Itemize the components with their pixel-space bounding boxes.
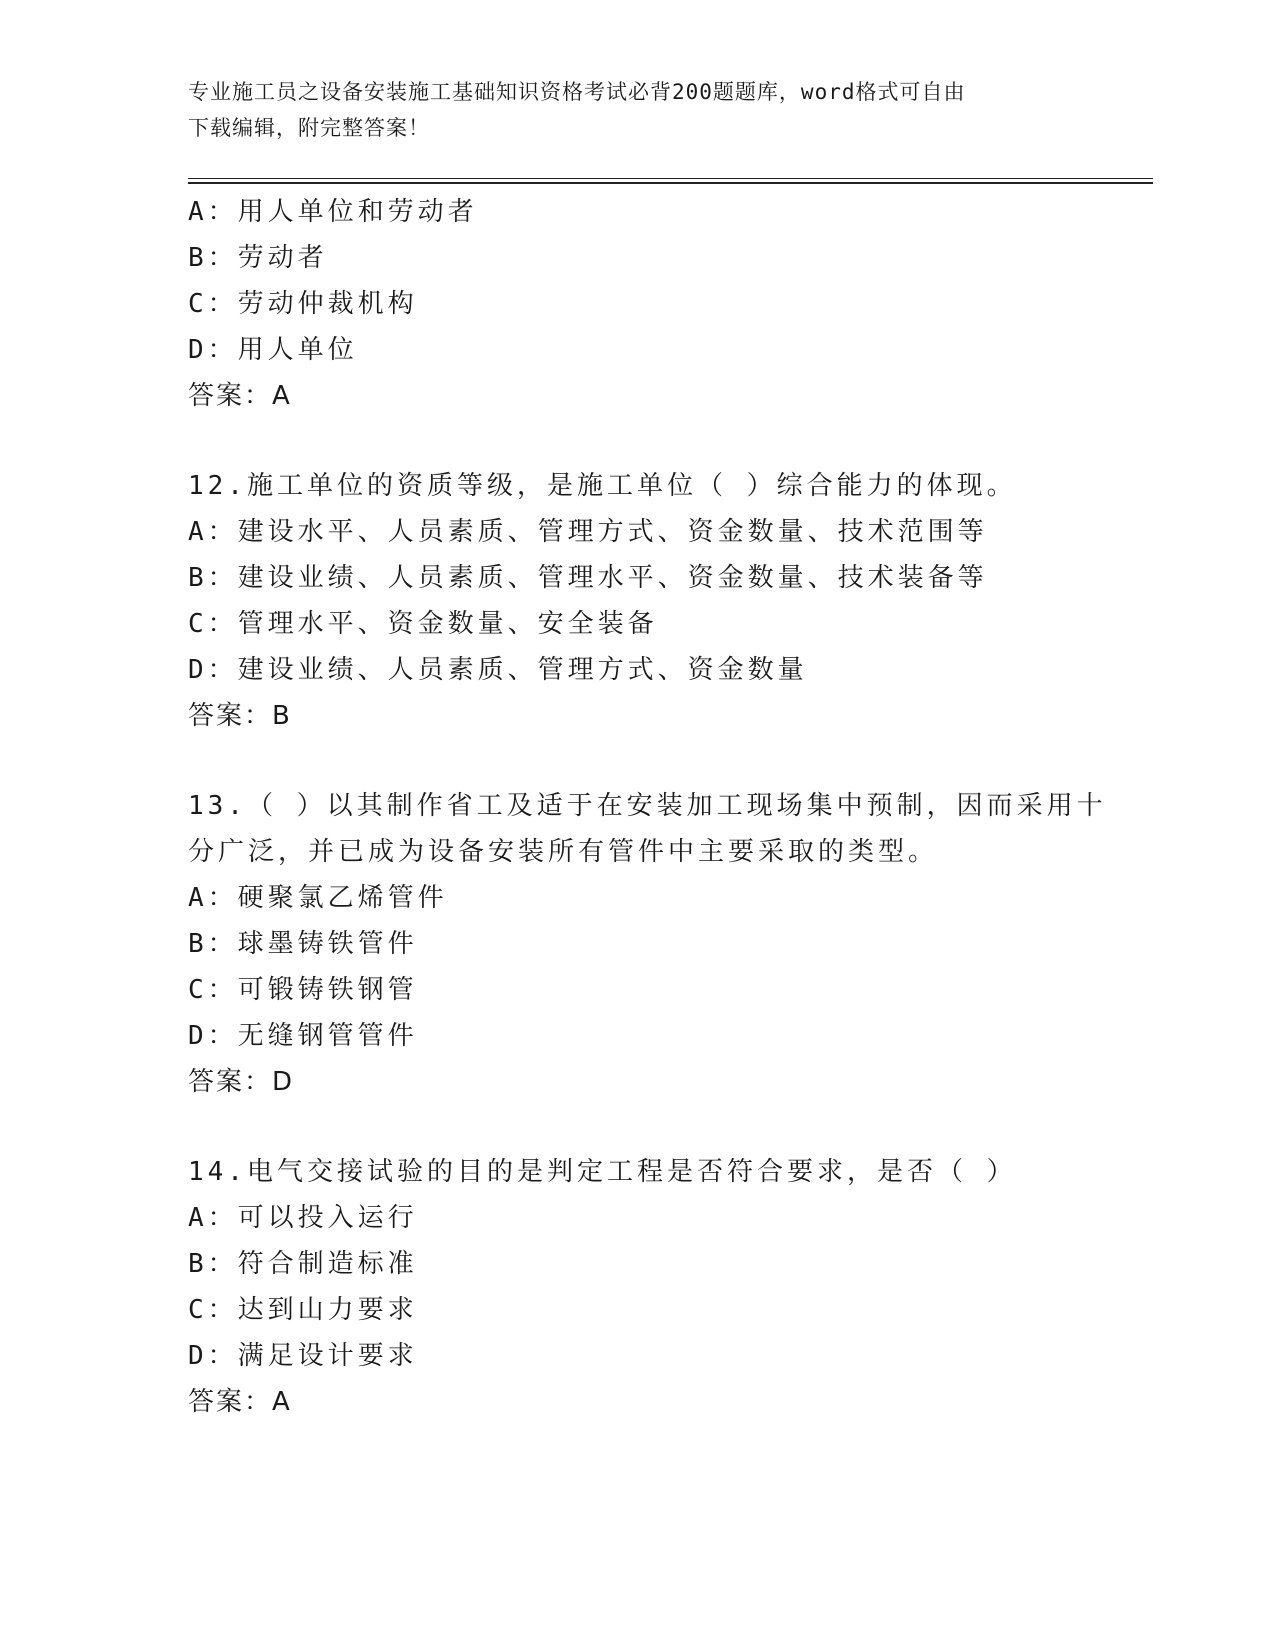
document-header <box>188 74 1068 146</box>
question-list <box>188 189 1118 1425</box>
option-c: C：劳动仲裁机构 <box>188 289 418 319</box>
answer: 答案：B <box>188 701 292 731</box>
header-line-2: 下载编辑，附完整答案！ <box>188 116 430 140</box>
option-a: A：可以投入运行 <box>188 1203 418 1233</box>
option-c: C：管理水平、资金数量、安全装备 <box>188 609 658 639</box>
option-c: C：可锻铸铁钢管 <box>188 975 418 1005</box>
question-text-line-2: 分广泛，并已成为设备安装所有管件中主要采取的类型。 <box>188 837 939 867</box>
answer: 答案：A <box>188 1387 292 1417</box>
question-11 <box>188 189 1118 419</box>
option-c: C：达到山力要求 <box>188 1295 418 1325</box>
option-a: A：建设水平、人员素质、管理方式、资金数量、技术范围等 <box>188 517 988 547</box>
option-d: D：无缝钢管管件 <box>188 1021 418 1051</box>
question-text-line-1: 13.（ ）以其制作省工及适于在安装加工现场集中预制，因而采用十 <box>188 791 1107 821</box>
option-d: D：建设业绩、人员素质、管理方式、资金数量 <box>188 655 808 685</box>
answer: 答案：A <box>188 381 292 411</box>
option-b: B：劳动者 <box>188 243 328 273</box>
question-14 <box>188 1149 1118 1425</box>
question-text: 14.电气交接试验的目的是判定工程是否符合要求，是否（ ） <box>188 1157 1017 1187</box>
option-b: B：符合制造标准 <box>188 1249 418 1279</box>
question-text: 12.施工单位的资质等级，是施工单位（ ）综合能力的体现。 <box>188 471 1017 501</box>
answer: 答案：D <box>188 1067 295 1097</box>
option-b: B：球墨铸铁管件 <box>188 929 418 959</box>
option-d: D：满足设计要求 <box>188 1341 418 1371</box>
question-13 <box>188 783 1118 1105</box>
question-12 <box>188 463 1118 739</box>
option-a: A：用人单位和劳动者 <box>188 197 478 227</box>
header-rule-thick <box>188 182 1153 184</box>
option-a: A：硬聚氯乙烯管件 <box>188 883 448 913</box>
header-line-1: 专业施工员之设备安装施工基础知识资格考试必背200题题库，word格式可自由 <box>188 80 966 104</box>
option-d: D：用人单位 <box>188 335 358 365</box>
option-b: B：建设业绩、人员素质、管理水平、资金数量、技术装备等 <box>188 563 988 593</box>
header-rule-thin <box>188 178 1153 179</box>
